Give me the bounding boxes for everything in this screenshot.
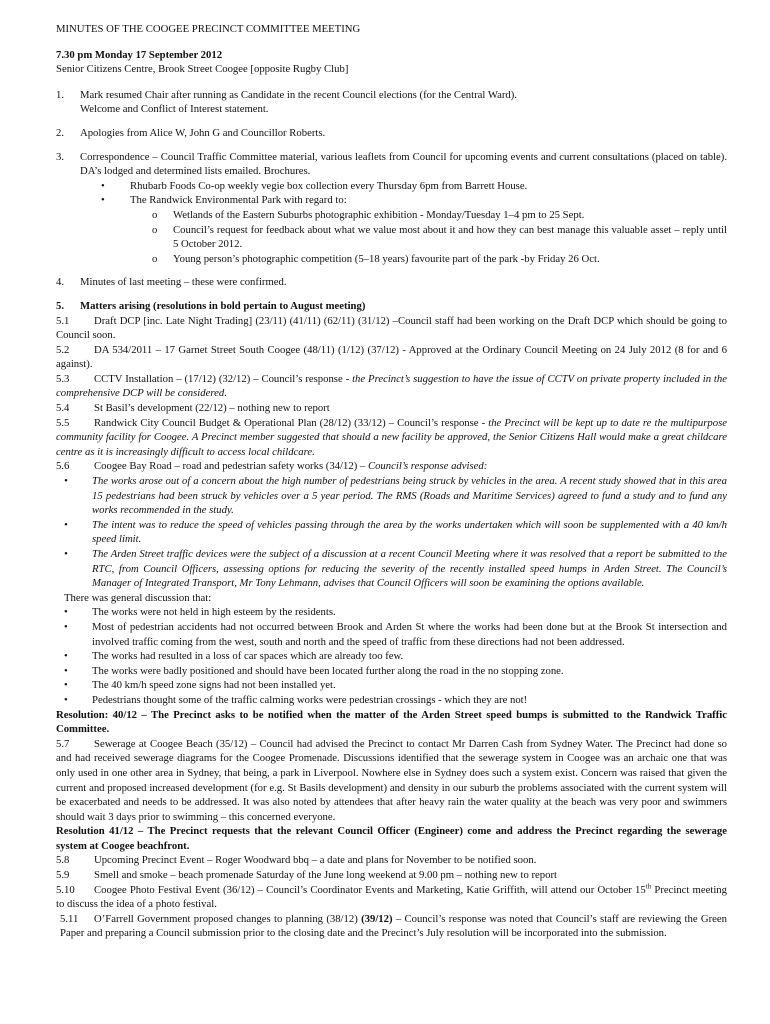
- matter-number: 5.1: [56, 314, 70, 327]
- matter-5-4: [56, 401, 727, 416]
- item-heading: Matters arising (resolutions in bold pertain to August meeting): [80, 299, 366, 312]
- resolution-41-12: Resolution 41/12 – The Precinct requests that the relevant Council Officer (Engineer) come and address the Precinct regarding the sewerage system at Coogee beachfront.: [56, 825, 727, 852]
- document-title: MINUTES OF THE COOGEE PRECINCT COMMITTEE MEETING: [56, 23, 361, 35]
- matter-text: St Basil’s development (22/12) – nothing new to report: [94, 402, 330, 415]
- discussion-bullet: [56, 693, 727, 708]
- matter-number: 5.11: [60, 912, 79, 925]
- matter-5-5: [56, 416, 727, 460]
- discussion-bullet: [56, 664, 727, 679]
- bullet-text: The Randwick Environmental Park with regard to:: [130, 194, 347, 207]
- meeting-datetime: 7.30 pm Monday 17 September 2012: [56, 48, 223, 61]
- agenda-item-2: [56, 126, 727, 141]
- discussion-bullet: [56, 620, 727, 649]
- matter-text-continued: Precinct meeting to discuss the idea of a photo festival.: [56, 883, 727, 911]
- matter-text: Randwick City Council Budget & Operational Plan (28/12) (33/12) – Council’s response: [94, 416, 479, 429]
- sub-bullet-item: [56, 208, 727, 223]
- bullet-icon: •: [64, 650, 68, 663]
- agenda-item-1: [56, 88, 727, 117]
- matter-5-9: [56, 868, 727, 883]
- matter-number: 5.5: [56, 416, 70, 429]
- item-number: 2.: [56, 126, 65, 139]
- matter-text: Draft DCP [inc. Late Night Trading] (23/11) (41/11) (62/11) (31/12) –Council staff had been working on the Draft DCP which should be going to Council soon.: [56, 314, 727, 342]
- sub-bullet-text: Wetlands of the Eastern Suburbs photographic exhibition - Monday/Tuesday 1–4 pm to 25 Sept.: [173, 208, 585, 221]
- matter-text: Smell and smoke – beach promenade Saturday of the June long weekend at 9.00 pm – nothing new to report: [94, 869, 558, 882]
- agenda-item-5: [56, 299, 727, 314]
- item-text: Welcome and Conflict of Interest statement.: [80, 103, 269, 116]
- matter-text: DA 534/2011 – 17 Garnet Street South Coogee (48/11) (1/12) (37/12) - Approved at the Ordinary Council Meeting on 24 July 2012 (8 for and 6 against).: [56, 343, 727, 371]
- matter-number: 5.2: [56, 343, 70, 356]
- bullet-item: [56, 193, 727, 208]
- matter-text-continued: – Council’s response was noted that Council’s staff are reviewing the Green Paper and preparing a Council submission prior to the closing date and the Precinct’s July resolution will be incorporated into the submission.: [60, 912, 727, 940]
- council-response: - the Precinct’s suggestion to have the issue of CCTV on private property included in the comprehensive DCP will be considered.: [56, 372, 727, 400]
- response-bullet: [56, 518, 727, 547]
- general-discussion-label: There was general discussion that:: [64, 591, 212, 604]
- matter-5-10: [56, 883, 727, 912]
- discussion-bullet: [56, 678, 727, 693]
- matter-text: Upcoming Precinct Event – Roger Woodward bbq – a date and plans for November to be notified soon.: [94, 854, 537, 867]
- matter-text: Coogee Photo Festival Event (36/12) – Council’s Coordinator Events and Marketing, Katie Griffith, will attend our October 15: [94, 883, 646, 896]
- agenda-item-3: [56, 150, 727, 179]
- minutes-document: [56, 22, 727, 941]
- bullet-icon: •: [64, 664, 68, 677]
- resolution-ref: (39/12): [361, 912, 393, 925]
- circle-bullet-icon: o: [152, 252, 158, 265]
- ordinal-suffix: th: [645, 882, 652, 891]
- council-response: - the Precinct will be kept up to date re the multipurpose community facility for Coogee. A Precinct member suggested that should a new facility be approved, the Senior Citizens Hall would make a great childcare centre as it is increasingly difficult to access local childcare.: [56, 416, 728, 458]
- item-number: 4.: [56, 276, 65, 289]
- matter-number: 5.8: [56, 854, 70, 867]
- bullet-icon: •: [64, 606, 68, 619]
- discussion-bullet: [56, 649, 727, 664]
- matter-5-3: [56, 372, 727, 401]
- matter-5-7: [56, 737, 727, 825]
- matter-number: 5.4: [56, 402, 70, 415]
- bullet-icon: •: [64, 518, 68, 531]
- matter-number: 5.9: [56, 869, 70, 882]
- matter-5-2: [56, 343, 727, 372]
- sub-bullet-text: Young person’s photographic competition (5–18 years) favourite part of the park -by Friday 26 Oct.: [173, 252, 600, 265]
- matter-5-8: [56, 853, 727, 868]
- agenda-item-4: [56, 275, 727, 290]
- matter-text: CCTV Installation – (17/12) (32/12) – Council’s response: [94, 372, 343, 385]
- circle-bullet-icon: o: [152, 208, 158, 221]
- bullet-text: The works had resulted in a loss of car spaces which are already too few.: [92, 650, 404, 663]
- matter-number: 5.7: [56, 737, 70, 750]
- bullet-icon: •: [64, 475, 68, 488]
- response-bullet: [56, 547, 727, 591]
- sub-bullet-item: [56, 252, 727, 267]
- discussion-bullet: [56, 605, 727, 620]
- bullet-text: Pedestrians thought some of the traffic calming works were pedestrian crossings - which they are not!: [92, 693, 528, 706]
- bullet-icon: •: [64, 620, 68, 633]
- matter-5-11: [56, 912, 727, 941]
- matter-number: 5.3: [56, 372, 70, 385]
- bullet-text: Most of pedestrian accidents had not occurred between Brook and Arden St where the works had been done but at the Brook St intersection and involved traffic coming from the west, south and north and the speed of traffic from these directions had not been addressed.: [92, 620, 727, 648]
- circle-bullet-icon: o: [152, 223, 158, 236]
- item-text: Minutes of last meeting – these were confirmed.: [80, 276, 287, 289]
- matter-number: 5.10: [56, 883, 75, 896]
- bullet-item: [56, 179, 727, 194]
- bullet-icon: •: [101, 179, 105, 192]
- meeting-venue: Senior Citizens Centre, Brook Street Coogee [opposite Rugby Club]: [56, 63, 349, 76]
- item-number: 5.: [56, 299, 65, 312]
- matter-text: O’Farrell Government proposed changes to planning (38/12): [94, 912, 362, 925]
- response-bullet: [56, 474, 727, 518]
- item-number: 3.: [56, 150, 65, 163]
- matter-text: Sewerage at Coogee Beach (35/12) – Council had advised the Precinct to contact Mr Darren Cash from Sydney Water. The Precinct had done so and had received sewerage diagrams for the Coogee Promenade. Discussions identified that the sewerage system in Coogee was an archaic one that was only used in one other area in Sydney, that being, a park in Liverpool. Nowhere else in Sydney does such a system exist. Concern was raised that given the current and proposed increased development (for e.g. St Basils development) and density in our suburb the problems associated with the current system will be exacerbated and needs to be addressed. It was also noted by attendees that after heavy rain the water quality at the beach was very poor and swimmers should wait 3 days prior to swimming – this concerned everyone.: [56, 737, 727, 823]
- matter-5-1: [56, 314, 727, 343]
- item-text: Mark resumed Chair after running as Candidate in the recent Council elections (for the Central Ward).: [80, 88, 517, 101]
- sub-bullet-item: [56, 223, 727, 252]
- bullet-text: The intent was to reduce the speed of vehicles passing through the area by the works undertaken which will soon be supplemented with a 40 km/h speed limit.: [92, 518, 727, 546]
- council-response: Council’s response advised:: [367, 460, 488, 473]
- resolution-40-12: Resolution: 40/12 – The Precinct asks to be notified when the matter of the Arden Street speed bumps is submitted to the Randwick Traffic Committee.: [56, 708, 727, 736]
- bullet-icon: •: [64, 693, 68, 706]
- bullet-text: The works were not held in high esteem by the residents.: [92, 606, 336, 619]
- bullet-text: The 40 km/h speed zone signs had not been installed yet.: [92, 679, 336, 692]
- bullet-icon: •: [101, 194, 105, 207]
- matter-5-6: [56, 459, 727, 474]
- bullet-text: The works were badly positioned and should have been located further along the road in the no stopping zone.: [92, 664, 564, 677]
- item-number: 1.: [56, 88, 65, 101]
- bullet-text: The works arose out of a concern about the high number of pedestrians being struck by vehicles in the area. A recent study showed that in this area 15 pedestrians had been struck by vehicles over a 5 year period. The RMS (Roads and Maritime Services) agreed to fund a study and to fund any works recommended in the study.: [92, 475, 727, 517]
- matter-number: 5.6: [56, 460, 70, 473]
- bullet-icon: •: [64, 679, 68, 692]
- bullet-text: The Arden Street traffic devices were the subject of a discussion at a recent Council Meeting where it was resolved that a report be submitted to the RTC, from Council Officers, assessing options for reducing the severity of the recently installed speed humps in Arden Street. The Council’s Manager of Integrated Transport, Mr Tony Lehmann, advises that Council Officers will soon be examining the options available.: [92, 548, 727, 590]
- matter-text: Coogee Bay Road – road and pedestrian safety works (34/12) –: [94, 460, 368, 473]
- bullet-icon: •: [64, 548, 68, 560]
- sub-bullet-text: Council’s request for feedback about what we value most about it and how they can best manage this valuable asset – reply until 5 October 2012.: [173, 223, 727, 251]
- item-text: Correspondence – Council Traffic Committee material, various leaflets from Council for upcoming events and current consultations (placed on table). DA’s lodged and determined lists emailed. Brochures.: [80, 150, 727, 178]
- item-text: Apologies from Alice W, John G and Councillor Roberts.: [80, 126, 326, 139]
- bullet-text: Rhubarb Foods Co-op weekly vegie box collection every Thursday 6pm from Barrett House.: [130, 179, 528, 192]
